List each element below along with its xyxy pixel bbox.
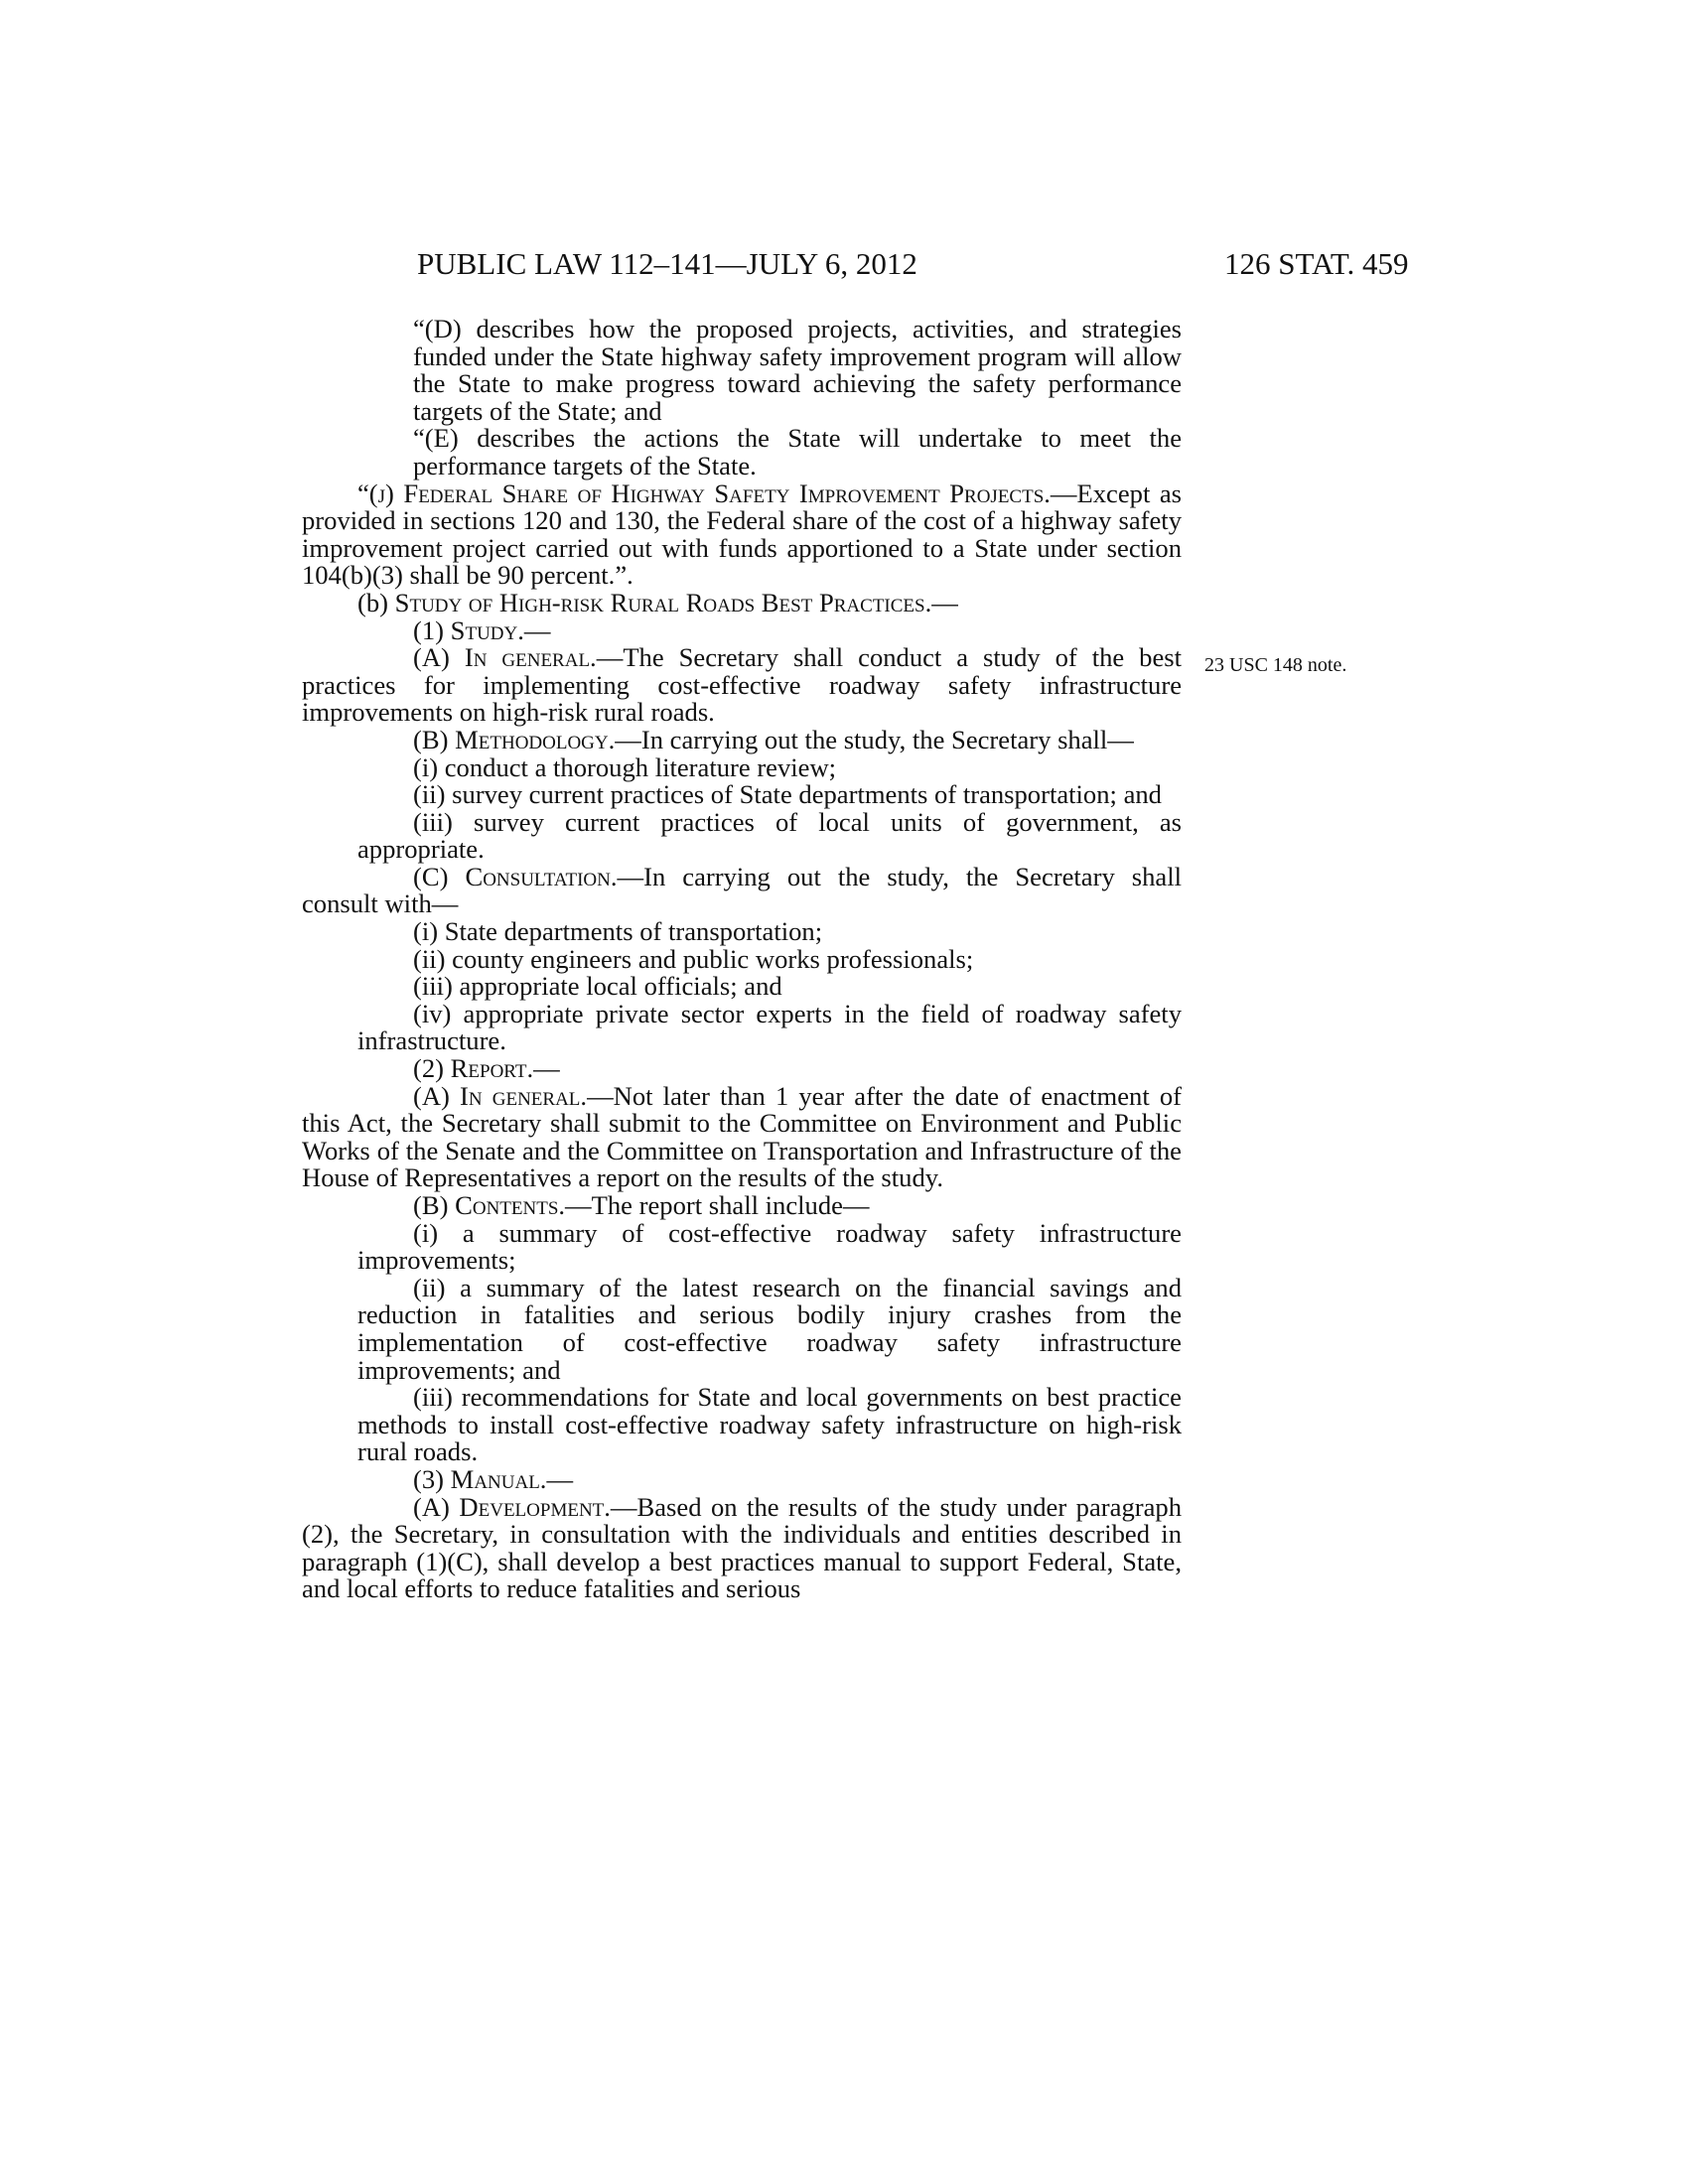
clause-1-c-iii: [302, 973, 1182, 1001]
clause-2-b-iii-text: (iii) recommendations for State and local governments on best practice methods to install cost-effective roadway safety infrastructure on high-risk rural roads.: [357, 1382, 1182, 1467]
clause-1-c-ii: [302, 943, 1182, 974]
para-3-a-number: (A): [413, 1491, 460, 1522]
subsection-j-text: —Except as provided in sections 120 and 130, the Federal share of the cost of a highway safety improvement project carried out with funds apportioned to a State under section 104(b)(3) shall be 90 percent.”.: [302, 478, 1182, 591]
paragraph-1: [302, 614, 1182, 645]
statute-body: [302, 316, 1182, 1603]
para-1-a: [302, 644, 1182, 727]
para-2-b-number: (B): [413, 1190, 456, 1220]
clause-2-b-ii-text: (ii) a summary of the latest research on the financial savings and reduction in fatalities and serious bodily injury crashes from the implementation of cost-effective roadway safety infrastructure improvements; and: [357, 1272, 1182, 1385]
para-3-a-heading: Development.: [459, 1491, 611, 1522]
running-head-title: PUBLIC LAW 112–141—JULY 6, 2012: [417, 246, 917, 281]
paragraph-2: [302, 1055, 1182, 1083]
clause-1-b-i: [302, 751, 1182, 782]
clause-1-b-ii-text: (ii) survey current practices of State departments of transportation; and: [413, 779, 1162, 810]
para-1-a-heading: In general.: [464, 642, 597, 673]
subsection-j: [302, 480, 1182, 590]
clause-1-b-iii: [302, 806, 1182, 865]
clause-2-b-i-text: (i) a summary of cost-effective roadway safety infrastructure improvements;: [357, 1217, 1182, 1276]
para-2-a: [302, 1080, 1182, 1193]
para-1-c: [302, 861, 1182, 919]
para-1-b-number: (B): [413, 724, 456, 754]
paragraph-3-heading: Manual.: [450, 1463, 547, 1494]
clause-1-c-iii-text: (iii) appropriate local officials; and: [413, 971, 782, 1002]
clause-1-c-ii-text: (ii) county engineers and public works professionals;: [413, 943, 974, 974]
clause-2-b-iii: [302, 1384, 1182, 1466]
clause-1-c-i-text: (i) State departments of transportation;: [413, 916, 823, 947]
subsection-b-number: (b): [357, 587, 395, 617]
para-1-a-text: —The Secretary shall conduct a study of the best practices for implementing cost-effective roadway safety infrastructure improvements on high-risk rural roads.: [302, 642, 1182, 728]
para-1-b: [302, 724, 1182, 754]
paragraph-2-dash: —: [533, 1053, 560, 1084]
subsection-b-dash: —: [931, 587, 958, 617]
clause-1-c-iv-text: (iv) appropriate private sector experts in the field of roadway safety infrastructure.: [357, 998, 1182, 1056]
para-3-a: [302, 1491, 1182, 1604]
subsection-b: [302, 587, 1182, 617]
paragraph-1-number: (1): [413, 614, 451, 645]
para-2-b: [302, 1192, 1182, 1220]
clause-d-text: “(D) describes how the proposed projects, activities, and strategies funded under the State highway safety improvement program will allow the State to make progress toward achieving the safety performance targets of the State; and: [413, 314, 1182, 426]
paragraph-2-heading: Report.: [450, 1053, 534, 1084]
statute-page-number: 126 STAT. 459: [1224, 246, 1409, 281]
para-2-a-number: (A): [413, 1080, 461, 1111]
para-3-a-text: —Based on the results of the study under paragraph (2), the Secretary, in consultation with the individuals and entities described in paragraph (1)(C), shall develop a best practices manual to support Federal, State, and local efforts to reduce fatalities and serious: [302, 1491, 1182, 1604]
paragraph-2-number: (2): [413, 1053, 451, 1084]
para-1-b-text: —In carrying out the study, the Secretary shall—: [615, 724, 1134, 754]
clause-1-b-iii-text: (iii) survey current practices of local units of government, as appropriate.: [357, 806, 1182, 865]
para-2-a-heading: In general.: [460, 1080, 588, 1111]
clause-e: [302, 425, 1182, 479]
para-1-a-number: (A): [413, 642, 465, 673]
para-2-b-heading: Contents.: [455, 1190, 566, 1220]
para-1-b-heading: Methodology.: [455, 724, 616, 754]
paragraph-1-dash: —: [523, 614, 551, 645]
subsection-j-heading: “(j) Federal Share of Highway Safety Improvement Projects.: [357, 478, 1051, 508]
clause-e-text: “(E) describes the actions the State will undertake to meet the performance targets of the State.: [413, 423, 1182, 480]
para-2-b-text: —The report shall include—: [565, 1190, 870, 1220]
para-1-c-text: —In carrying out the study, the Secretary shall consult with—: [302, 861, 1182, 919]
paragraph-1-heading: Study.: [450, 614, 524, 645]
clause-1-b-i-text: (i) conduct a thorough literature review;: [413, 751, 837, 782]
clause-d: [302, 316, 1182, 425]
margin-citation-note: 23 USC 148 note.: [1204, 654, 1347, 676]
clause-1-c-iv: [302, 998, 1182, 1056]
clause-1-c-i: [302, 918, 1182, 946]
para-1-c-number: (C): [413, 861, 466, 891]
para-1-c-heading: Consultation.: [465, 861, 618, 891]
clause-2-b-ii: [302, 1272, 1182, 1385]
clause-1-b-ii: [302, 781, 1182, 809]
clause-2-b-i: [302, 1217, 1182, 1276]
subsection-b-heading: Study of High-risk Rural Roads Best Practices.: [394, 587, 932, 617]
paragraph-3: [302, 1463, 1182, 1494]
paragraph-3-dash: —: [546, 1463, 574, 1494]
para-2-a-text: —Not later than 1 year after the date of enactment of this Act, the Secretary shall submit to the Committee on Environment and Public Works of the Senate and the Committee on Transportation and Infrastructure of the House of Representatives a report on the results of the study.: [302, 1080, 1182, 1193]
paragraph-3-number: (3): [413, 1463, 451, 1494]
